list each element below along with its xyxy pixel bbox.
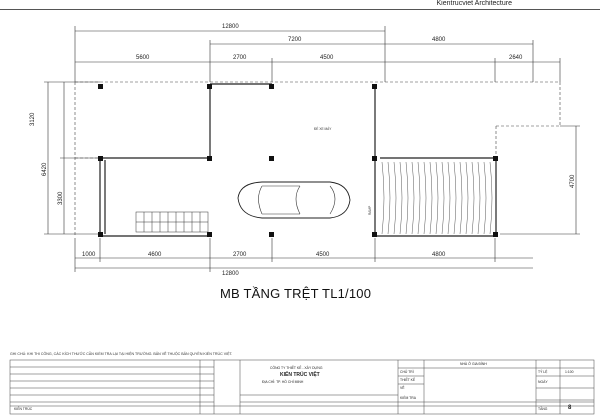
dim-top-2700: 2700: [233, 55, 247, 61]
dim-bottom-2700: 2700: [233, 252, 247, 258]
tb-row4: KIỂM TRA: [400, 396, 416, 400]
title-block: [0, 358, 600, 418]
tb-scale-value: 1:100: [565, 370, 574, 374]
tb-row3: VẼ: [400, 386, 405, 390]
dim-top-7200: 7200: [288, 37, 302, 43]
dim-top-5600: 5600: [136, 55, 150, 61]
room-label-motorbike: ĐỂ XE MÁY: [314, 127, 332, 131]
tb-scale-label: TỶ LỆ: [538, 370, 548, 374]
tb-row1: CHỦ TRÌ: [400, 370, 414, 374]
dim-top-2640: 2640: [509, 55, 523, 61]
dim-top-4500: 4500: [320, 55, 334, 61]
tb-sheet-number: 8: [568, 405, 572, 411]
dim-left-3120: 3120: [30, 112, 36, 126]
dim-top-12800: 12800: [222, 24, 239, 30]
ramp-hatch: [382, 162, 492, 234]
header-brand: Kientrucviet Architecture: [436, 0, 512, 7]
tb-project: NHÀ Ở GIA ĐÌNH: [460, 362, 487, 366]
tb-address: ĐỊA CHỈ: TP. HỒ CHÍ MINH: [262, 380, 304, 384]
dim-right-4700: 4700: [570, 174, 576, 188]
tb-sheet-label: TẦNG: [538, 407, 548, 411]
dim-left-3300: 3300: [58, 191, 64, 205]
dim-bottom-12800: 12800: [222, 271, 239, 277]
staircase: [136, 212, 208, 232]
drawing-title: MB TẦNG TRỆT TL1/100: [220, 286, 372, 301]
dim-left-6420: 6420: [42, 162, 48, 176]
ramp-label: RAMP: [368, 205, 372, 215]
tb-company: KIẾN TRÚC VIỆT: [280, 372, 320, 378]
dim-top-4800: 4800: [432, 37, 446, 43]
dim-bottom-4800: 4800: [432, 252, 446, 258]
car-symbol: [238, 182, 350, 218]
dim-bottom-4600: 4600: [148, 252, 162, 258]
bottom-dimensions: [75, 238, 533, 272]
top-dimensions: [75, 26, 560, 82]
general-note: GHI CHÚ: KHI THI CÔNG, CÁC KÍCH THƯỚC CẦN KIỂM TRA LẠI TẠI HIỆN TRƯỜNG. BẢN VẼ THUỘC BẢN QUYỀN KIẾN TRÚC VIỆT.: [10, 352, 233, 356]
tb-company-small: CÔNG TY THIẾT KẾ - XÂY DỰNG: [270, 366, 323, 370]
tb-date-label: NGÀY: [538, 380, 548, 384]
right-dimensions: [500, 126, 580, 234]
tb-left-cell: KIẾN TRÚC: [14, 407, 33, 411]
dim-bottom-1000: 1000: [82, 252, 96, 258]
tb-row2: THIẾT KẾ: [400, 378, 416, 382]
dim-bottom-4500: 4500: [316, 252, 330, 258]
